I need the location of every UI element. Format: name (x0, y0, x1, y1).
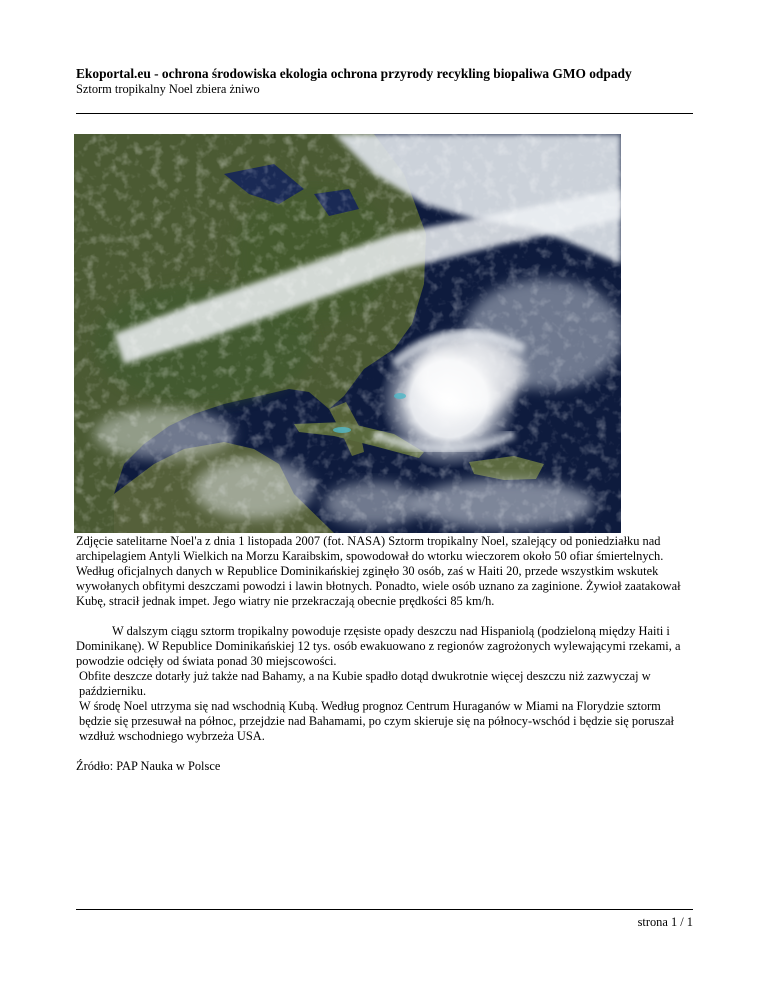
caption-paragraph: Zdjęcie satelitarne Noel'a z dnia 1 listopada 2007 (fot. NASA) Sztorm tropikalny Noel, szalejący od poniedziałku nad archipelagiem Antyli Wielkich na Morzu Karaibskim, spowodował do wtorku wieczorem około 50 ofiar śmiertelnych. Według oficjalnych danych w Republice Dominikańskiej zginęło 30 osób, zaś w Haiti 20, przede wszystkim wskutek wywołanych obfitymi deszczami powodzi i lawin błotnych. Ponadto, wiele osób uznano za zaginione. Żywioł zaatakował Kubę, stracił jednak impet. Jego wiatry nie przekraczają obecnie prędkości 85 km/h. (76, 534, 681, 608)
article-title: Sztorm tropikalny Noel zbiera żniwo (76, 82, 260, 96)
article-body (76, 534, 694, 774)
source-line: Źródło: PAP Nauka w Polsce (76, 759, 221, 773)
site-title: Ekoportal.eu - ochrona środowiska ekologia ochrona przyrody recykling biopaliwa GMO odpady (76, 66, 632, 81)
satellite-photo (74, 134, 621, 533)
header-divider (76, 113, 693, 114)
paragraph-1: W dalszym ciągu sztorm tropikalny powoduje rzęsiste opady deszczu nad Hispaniolą (podzieloną między Haiti i Dominikanę). W Republice Dominikańskiej 12 tys. osób ewakuowano z regionów zagrożonych wylewającymi rzekami, a powodzie odcięły od świata ponad 30 miejscowości. (76, 624, 681, 668)
paragraph-2: Obfite deszcze dotarły już także nad Bahamy, a na Kubie spadło dotąd dwukrotnie więcej deszczu niż zazwyczaj w październiku. (79, 669, 651, 698)
paragraph-3: W środę Noel utrzyma się nad wschodnią Kubą. Według prognoz Centrum Huraganów w Miami na Florydzie sztorm będzie się przesuwał na północ, przejdzie nad Bahamami, po czym skieruje się na północy-wschód i będzie się poruszał wzdłuż wschodniego wybrzeża USA. (79, 699, 674, 743)
page-number: strona 1 / 1 (637, 915, 693, 929)
footer-divider (76, 909, 693, 910)
